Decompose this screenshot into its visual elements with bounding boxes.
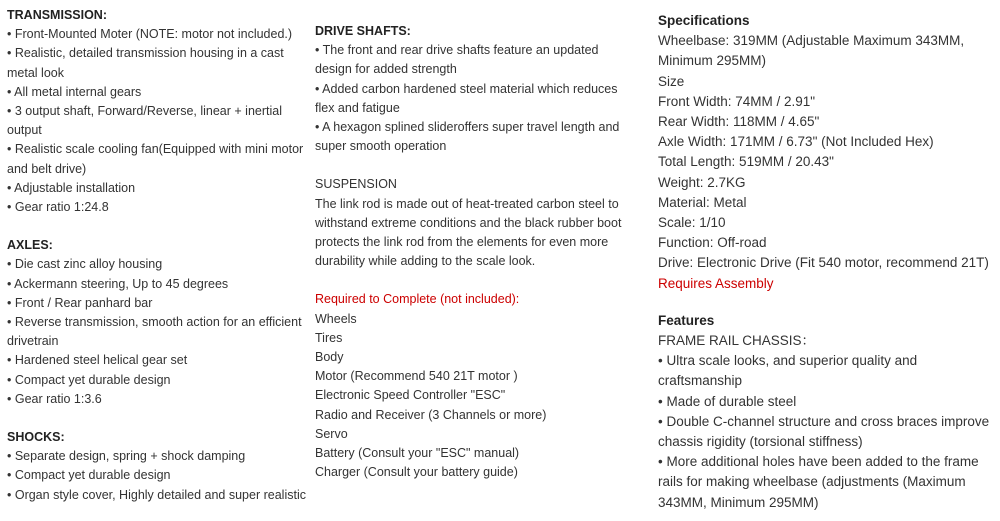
features-section [658, 311, 996, 513]
drive-shafts-heading: DRIVE SHAFTS: [315, 24, 411, 38]
axles-heading: AXLES: [7, 238, 53, 253]
feature-item: • Double C-channel structure and cross braces improve chassis rigidity (torsional stiffness) [658, 413, 990, 450]
axles-item: • Front / Rear panhard bar [7, 295, 153, 310]
required-item: Wheels [315, 311, 357, 326]
spec-item: Front Width: 74MM / 2.91" [658, 93, 816, 109]
spec-item: Scale: 1/10 [658, 215, 726, 231]
required-heading: Required to Complete (not included): [315, 292, 520, 307]
transmission-item: • Adjustable installation [7, 180, 136, 195]
transmission-item: • Front-Mounted Moter (NOTE: motor not included.) [7, 27, 293, 42]
suspension-heading: SUSPENSION [315, 177, 397, 192]
axles-item: • Hardened steel helical gear set [7, 353, 188, 368]
suspension-section [315, 175, 633, 271]
spec-item: Drive: Electronic Drive (Fit 540 motor, recommend 21T) [658, 255, 989, 271]
axles-item: • Die cast zinc alloy housing [7, 257, 163, 272]
transmission-item: • Realistic scale cooling fan(Equipped with mini motor and belt drive) [7, 142, 304, 176]
requires-assembly-note: Requires Assembly [658, 275, 774, 291]
drive-shafts-item: • Added carbon hardened steel material which reduces flex and fatigue [315, 81, 618, 115]
feature-item: • Ultra scale looks, and superior quality and craftsmanship [658, 353, 918, 389]
axles-item: • Reverse transmission, smooth action for an efficient drivetrain [7, 315, 302, 349]
required-item: Battery (Consult your "ESC" manual) [315, 446, 520, 461]
transmission-section [7, 6, 312, 217]
feature-item: • More additional holes have been added to the frame rails for making wheelbase (adjustments (Maximum 343MM, Minimum 295MM) [658, 454, 979, 510]
transmission-item: • Realistic, detailed transmission housing in a cast metal look [7, 46, 284, 80]
required-item: Body [315, 350, 344, 365]
transmission-heading: TRANSMISSION: [7, 8, 107, 22]
transmission-item: • 3 output shaft, Forward/Reverse, linear + inertial output [7, 104, 282, 138]
drive-shafts-section [315, 22, 633, 156]
suspension-text: The link rod is made out of heat-treated carbon steel to withstand extreme conditions and the black rubber boot protects the link rod from the elements for even more durability while adding to the scale look. [315, 196, 622, 269]
spec-item: Weight: 2.7KG [658, 174, 746, 190]
required-item: Motor (Recommend 540 21T motor ) [315, 369, 518, 384]
drive-shafts-item: • The front and rear drive shafts feature an updated design for added strength [315, 43, 599, 77]
shocks-item: • Separate design, spring + shock damping [7, 449, 246, 464]
axles-item: • Gear ratio 1:3.6 [7, 391, 102, 406]
transmission-item: • Gear ratio 1:24.8 [7, 200, 109, 215]
features-heading: Features [658, 312, 715, 328]
column-left [7, 0, 312, 505]
shocks-item: • Organ style cover, Highly detailed and super realistic [7, 487, 306, 502]
required-item: Servo [315, 426, 348, 441]
axles-section [7, 236, 312, 409]
axles-item: • Compact yet durable design [7, 372, 171, 387]
feature-item: • Made of durable steel [658, 393, 797, 409]
specifications-section [658, 11, 996, 294]
axles-item: • Ackermann steering, Up to 45 degrees [7, 276, 229, 291]
spec-item: Total Length: 519MM / 20.43" [658, 154, 834, 170]
shocks-item: • Compact yet durable design [7, 468, 171, 483]
required-item: Tires [315, 330, 343, 345]
column-right [658, 0, 996, 513]
specifications-heading: Specifications [658, 13, 750, 28]
shocks-heading: SHOCKS: [7, 430, 65, 445]
required-item: Electronic Speed Controller "ESC" [315, 388, 506, 403]
spec-item: Axle Width: 171MM / 6.73" (Not Included Hex) [658, 134, 934, 150]
spec-item: Function: Off-road [658, 235, 767, 251]
spec-item: Wheelbase: 319MM (Adjustable Maximum 343MM, Minimum 295MM) [658, 33, 965, 69]
spec-item: Material: Metal [658, 194, 747, 210]
required-item: Charger (Consult your battery guide) [315, 465, 518, 480]
transmission-item: • All metal internal gears [7, 84, 142, 99]
spec-item: Size [658, 73, 685, 89]
spec-item: Rear Width: 118MM / 4.65" [658, 114, 820, 130]
drive-shafts-item: • A hexagon splined slideroffers super travel length and super smooth operation [315, 120, 620, 154]
column-middle [315, 0, 633, 482]
features-subheading: FRAME RAIL CHASSIS： [658, 333, 816, 349]
required-section [315, 290, 633, 482]
required-item: Radio and Receiver (3 Channels or more) [315, 407, 547, 422]
shocks-section [7, 428, 312, 505]
